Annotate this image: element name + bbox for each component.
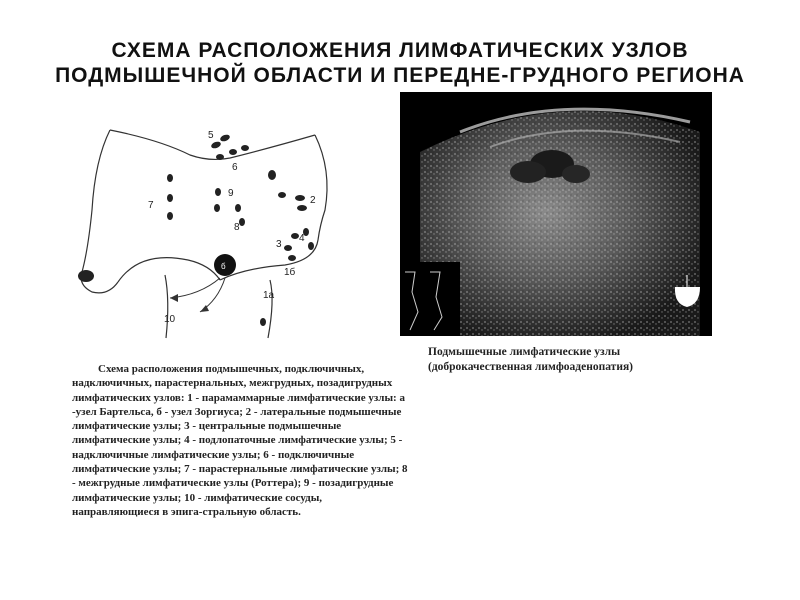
node-6a xyxy=(216,154,224,160)
node-lat-a xyxy=(268,170,276,180)
diagram-label-9: 9 xyxy=(228,188,234,199)
diagram-label-10: 10 xyxy=(164,314,176,325)
lymph-nodes xyxy=(167,133,314,326)
lymph-node-b xyxy=(510,161,546,183)
page-title-line-2: ПОДМЫШЕЧНОЙ ОБЛАСТИ И ПЕРЕДНЕ-ГРУДНОГО РЕГИОНА xyxy=(55,64,745,87)
ultrasound-caption-subtitle: (доброкачественная лимфоаденопатия) xyxy=(428,361,634,373)
lymph-node-c xyxy=(562,165,590,183)
node-6b xyxy=(229,149,237,155)
node-3b xyxy=(284,245,292,251)
node-8b xyxy=(239,218,245,226)
diagram-label-1b: 1б xyxy=(284,267,296,278)
node-1a xyxy=(260,318,266,326)
node-3a xyxy=(291,233,299,239)
lymph-vessels xyxy=(170,278,225,312)
vessel-arrows xyxy=(170,294,209,312)
diagram-label-2: 2 xyxy=(310,195,316,206)
node-9b xyxy=(214,204,220,212)
node-4b xyxy=(308,242,314,250)
ultrasound-caption-title: Подмышечные лимфатические узлы xyxy=(428,346,621,358)
node-8a xyxy=(235,204,241,212)
ultrasound-image xyxy=(400,92,712,336)
node-5b xyxy=(219,133,230,142)
body-outline xyxy=(81,130,327,338)
node-2a xyxy=(295,195,305,201)
node-5a xyxy=(210,140,221,149)
node-1b xyxy=(288,255,296,261)
node-7a xyxy=(167,174,173,182)
diagram-label-6: 6 xyxy=(232,162,238,173)
diagram-label-5: 5 xyxy=(208,130,214,141)
diagram-label-3: 3 xyxy=(276,239,282,250)
node-7c xyxy=(167,212,173,220)
diagram-label-8: 8 xyxy=(234,222,240,233)
left-nipple xyxy=(78,270,94,282)
diagram-caption xyxy=(72,362,410,519)
node-2b xyxy=(297,205,307,211)
diagram-caption-text: Схема расположения подмышечных, подключичных, надключичных, парастернальных, межгрудных, позадигрудных лимфатических узлов: 1 - парамаммарные лимфатические узлы: а -узел Бартельса, б - узел Зоргиуса; 2 - латеральные подмышечные лимфатические узлы; 3 - центральные подмышечные лимфатические узлы; 4 - подлопаточные лимфатические узлы; 5 - надключичные лимфатические узлы; 6 - подключичные лимфатические узлы; 7 - парастернальные лимфатические узлы; 8 - межгрудные лимфатические узлы (Роттера); 9 - позадигрудные лимфатические узлы; 10 - лимфатические сосуды, направляющиеся в эпига-стральную область. xyxy=(72,363,408,518)
diagram-label-4: 4 xyxy=(299,233,305,244)
diagram-label-7: 7 xyxy=(148,200,154,211)
lymph-node-diagram xyxy=(70,100,370,340)
page-title-line-1: СХЕМА РАСПОЛОЖЕНИЯ ЛИМФАТИЧЕСКИХ УЗЛОВ xyxy=(111,39,689,62)
ultrasound-caption xyxy=(428,345,728,375)
node-lat-b xyxy=(278,192,286,198)
diagram-label-1a: 1а xyxy=(263,290,275,301)
node-9a xyxy=(215,188,221,196)
node-7b xyxy=(167,194,173,202)
node-6c xyxy=(241,145,249,151)
diagram-label-nipple: б xyxy=(221,262,226,271)
